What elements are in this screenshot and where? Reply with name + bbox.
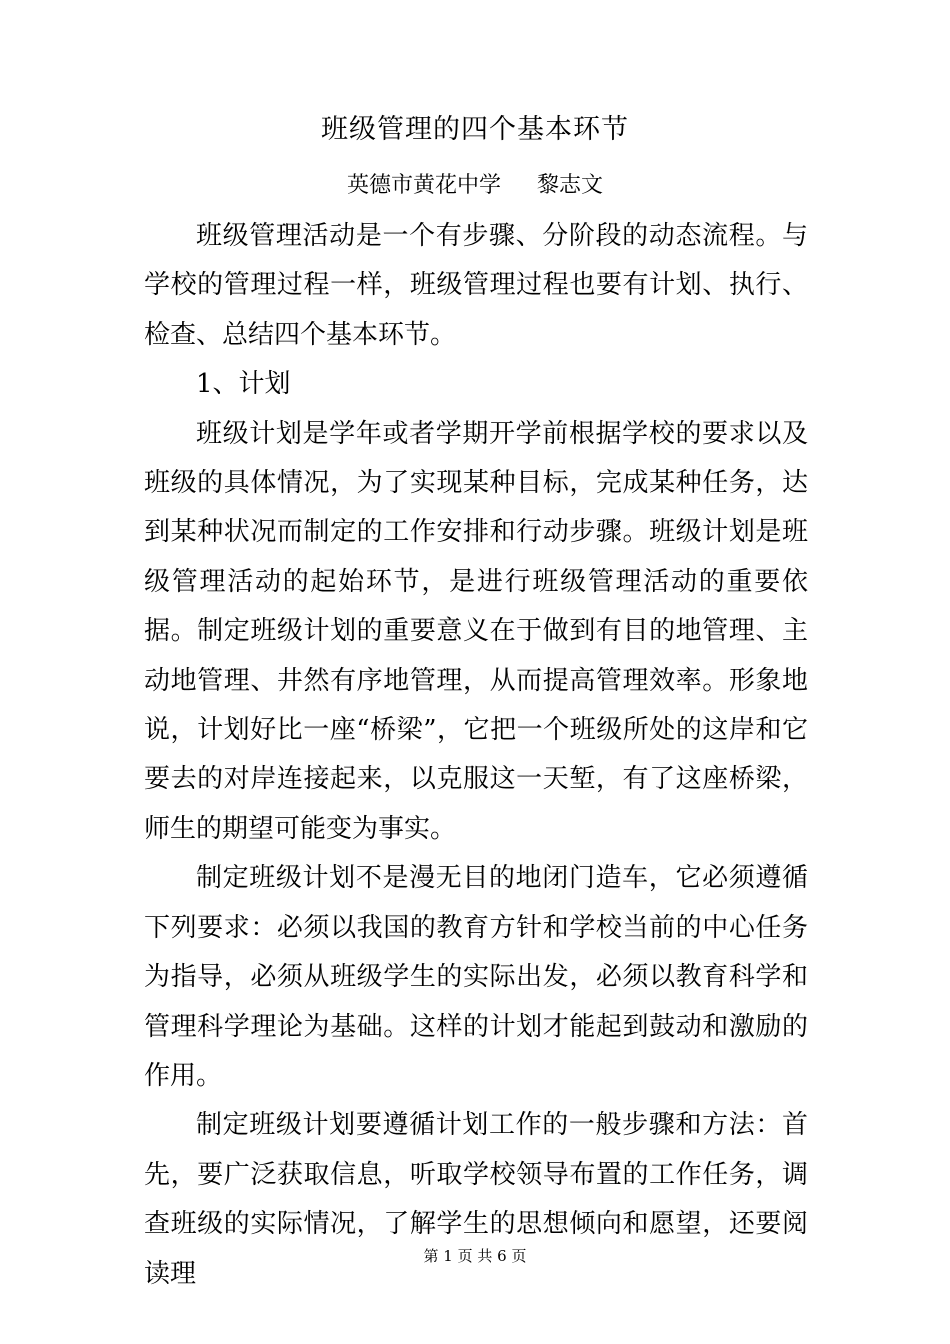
document-title: 班级管理的四个基本环节: [321, 114, 629, 145]
author-name: 黎志文: [537, 173, 604, 198]
paragraph-plan-steps: 制定班级计划要遵循计划工作的一般步骤和方法：首先，要广泛获取信息，听取学校领导布置的工作任务，调查班级的实际情况，了解学生的思想倾向和愿望，还要阅读理: [144, 1110, 808, 1289]
byline: [0, 168, 950, 204]
section-heading-plan: 1、计划: [196, 369, 291, 400]
page-footer: 第 1 页 共 6 页: [423, 1247, 527, 1265]
paragraph-intro: 班级管理活动是一个有步骤、分阶段的动态流程。与学校的管理过程一样，班级管理过程也要有计划、执行、检查、总结四个基本环节。: [144, 221, 808, 350]
school-name: 英德市黄花中学: [346, 173, 501, 198]
paragraph-plan-requirements: 制定班级计划不是漫无目的地闭门造车，它必须遵循下列要求：必须以我国的教育方针和学校当前的中心任务为指导，必须从班级学生的实际出发，必须以教育科学和管理科学理论为基础。这样的计划才能起到鼓动和激励的作用。: [144, 863, 808, 1091]
paragraph-plan-definition: 班级计划是学年或者学期开学前根据学校的要求以及班级的具体情况，为了实现某种目标，完成某种任务，达到某种状况而制定的工作安排和行动步骤。班级计划是班级管理活动的起始环节，是进行班级管理活动的重要依据。制定班级计划的重要意义在于做到有目的地管理、主动地管理、井然有序地管理，从而提高管理效率。形象地说，计划好比一座“桥梁”，它把一个班级所处的这岸和它要去的对岸连接起来，以克服这一天堑，有了这座桥梁，师生的期望可能变为事实。: [144, 418, 808, 844]
body-text: [144, 212, 808, 1299]
